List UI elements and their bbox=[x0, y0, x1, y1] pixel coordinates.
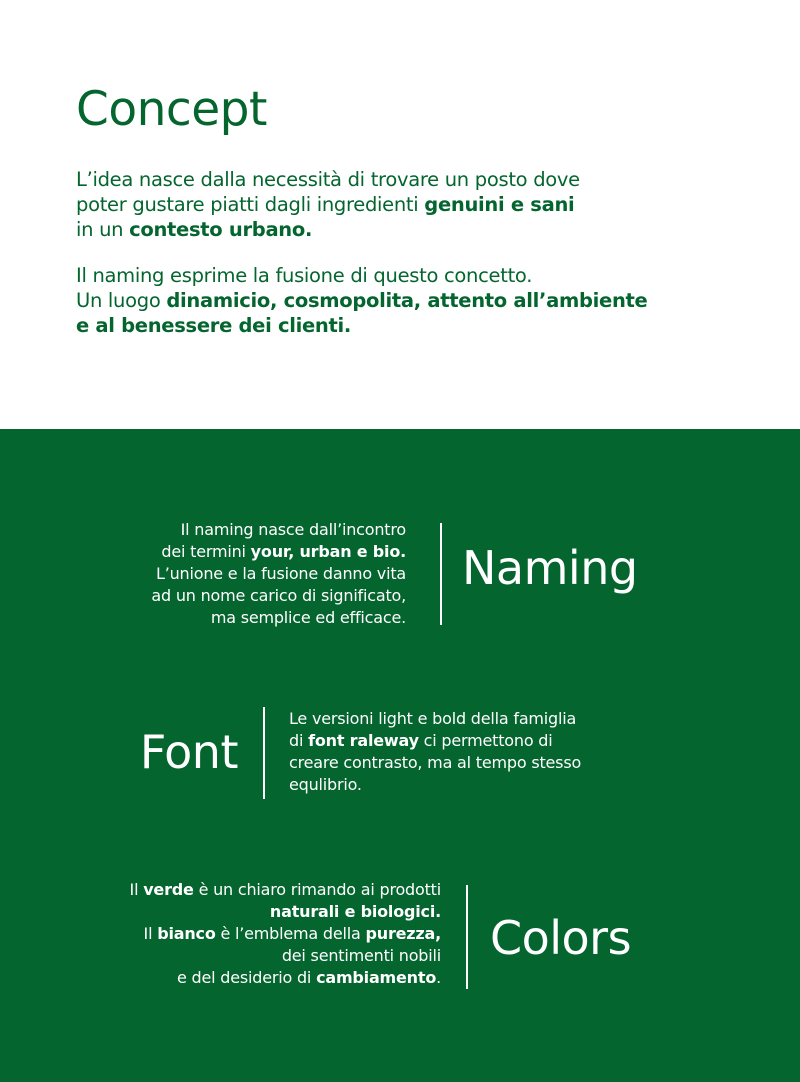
naming-line-1: Il naming nasce dall’incontro bbox=[180, 520, 406, 539]
font-line-1: Le versioni light e bold della famiglia bbox=[289, 709, 577, 728]
font-line-2 bbox=[289, 730, 581, 752]
concept-p2-line-3-bold: e al benessere dei clienti. bbox=[76, 314, 352, 337]
colors-line-5-text-a: e del desiderio di bbox=[177, 968, 317, 987]
concept-paragraph-1 bbox=[76, 167, 580, 242]
font-line-2-bold: font raleway bbox=[308, 731, 419, 750]
colors-line-5 bbox=[130, 967, 441, 989]
colors-description bbox=[130, 879, 441, 989]
font-heading: Font bbox=[139, 725, 238, 779]
concept-p2-line-2 bbox=[76, 288, 648, 313]
colors-line-1-text-b: è un chiaro rimando ai prodotti bbox=[193, 880, 441, 899]
colors-divider bbox=[466, 885, 468, 989]
concept-p2-line-1: Il naming esprime la fusione di questo concetto. bbox=[76, 264, 533, 287]
concept-paragraph-2 bbox=[76, 263, 648, 338]
concept-p1-line-2 bbox=[76, 192, 580, 217]
colors-heading: Colors bbox=[490, 911, 632, 965]
colors-line-1 bbox=[130, 879, 441, 901]
colors-line-3-bold-a: bianco bbox=[157, 924, 216, 943]
concept-p1-line-1: L’idea nasce dalla necessità di trovare un posto dove bbox=[76, 168, 580, 191]
colors-line-4: dei sentimenti nobili bbox=[281, 946, 441, 965]
concept-p2-line-2-text: Un luogo bbox=[76, 289, 167, 312]
concept-title: Concept bbox=[76, 82, 267, 137]
naming-line-5: ma semplice ed efficace. bbox=[210, 608, 406, 627]
colors-line-3-text-a: Il bbox=[143, 924, 158, 943]
colors-line-5-bold: cambiamento bbox=[316, 968, 437, 987]
concept-section bbox=[0, 0, 800, 429]
font-line-3: creare contrasto, ma al tempo stesso bbox=[289, 753, 582, 772]
concept-p1-line-2-text: poter gustare piatti dagli ingredienti bbox=[76, 193, 425, 216]
colors-line-3 bbox=[130, 923, 441, 945]
concept-p1-line-2-bold: genuini e sani bbox=[424, 193, 575, 216]
naming-divider bbox=[440, 523, 442, 625]
naming-line-4: ad un nome carico di significato, bbox=[151, 586, 406, 605]
concept-p1-line-3-text: in un bbox=[76, 218, 130, 241]
concept-p2-line-3 bbox=[76, 313, 648, 338]
naming-line-2-text: dei termini bbox=[161, 542, 251, 561]
naming-line-2 bbox=[151, 541, 406, 563]
naming-line-2-bold: your, urban e bio. bbox=[250, 542, 406, 561]
colors-line-3-text-b: è l’emblema della bbox=[215, 924, 366, 943]
colors-line-2 bbox=[130, 901, 441, 923]
font-line-2-text-b: ci permettono di bbox=[418, 731, 553, 750]
naming-line-3: L’unione e la fusione danno vita bbox=[156, 564, 406, 583]
colors-line-2-bold: naturali e biologici. bbox=[269, 902, 441, 921]
concept-p1-line-3-bold: contesto urbano. bbox=[129, 218, 313, 241]
colors-line-5-text-b: . bbox=[436, 968, 441, 987]
naming-heading: Naming bbox=[462, 541, 638, 595]
naming-description bbox=[151, 519, 406, 629]
concept-p2-line-2-bold: dinamicio, cosmopolita, attento all’ambiente bbox=[166, 289, 648, 312]
font-description bbox=[289, 708, 581, 796]
concept-p1-line-3 bbox=[76, 217, 580, 242]
font-divider bbox=[263, 707, 265, 799]
font-line-4: equlibrio. bbox=[289, 775, 362, 794]
font-line-2-text-a: di bbox=[289, 731, 309, 750]
colors-line-1-text-a: Il bbox=[129, 880, 144, 899]
brand-details-section bbox=[0, 429, 800, 1082]
colors-line-3-bold-b: purezza, bbox=[365, 924, 441, 943]
colors-line-1-bold: verde bbox=[143, 880, 194, 899]
